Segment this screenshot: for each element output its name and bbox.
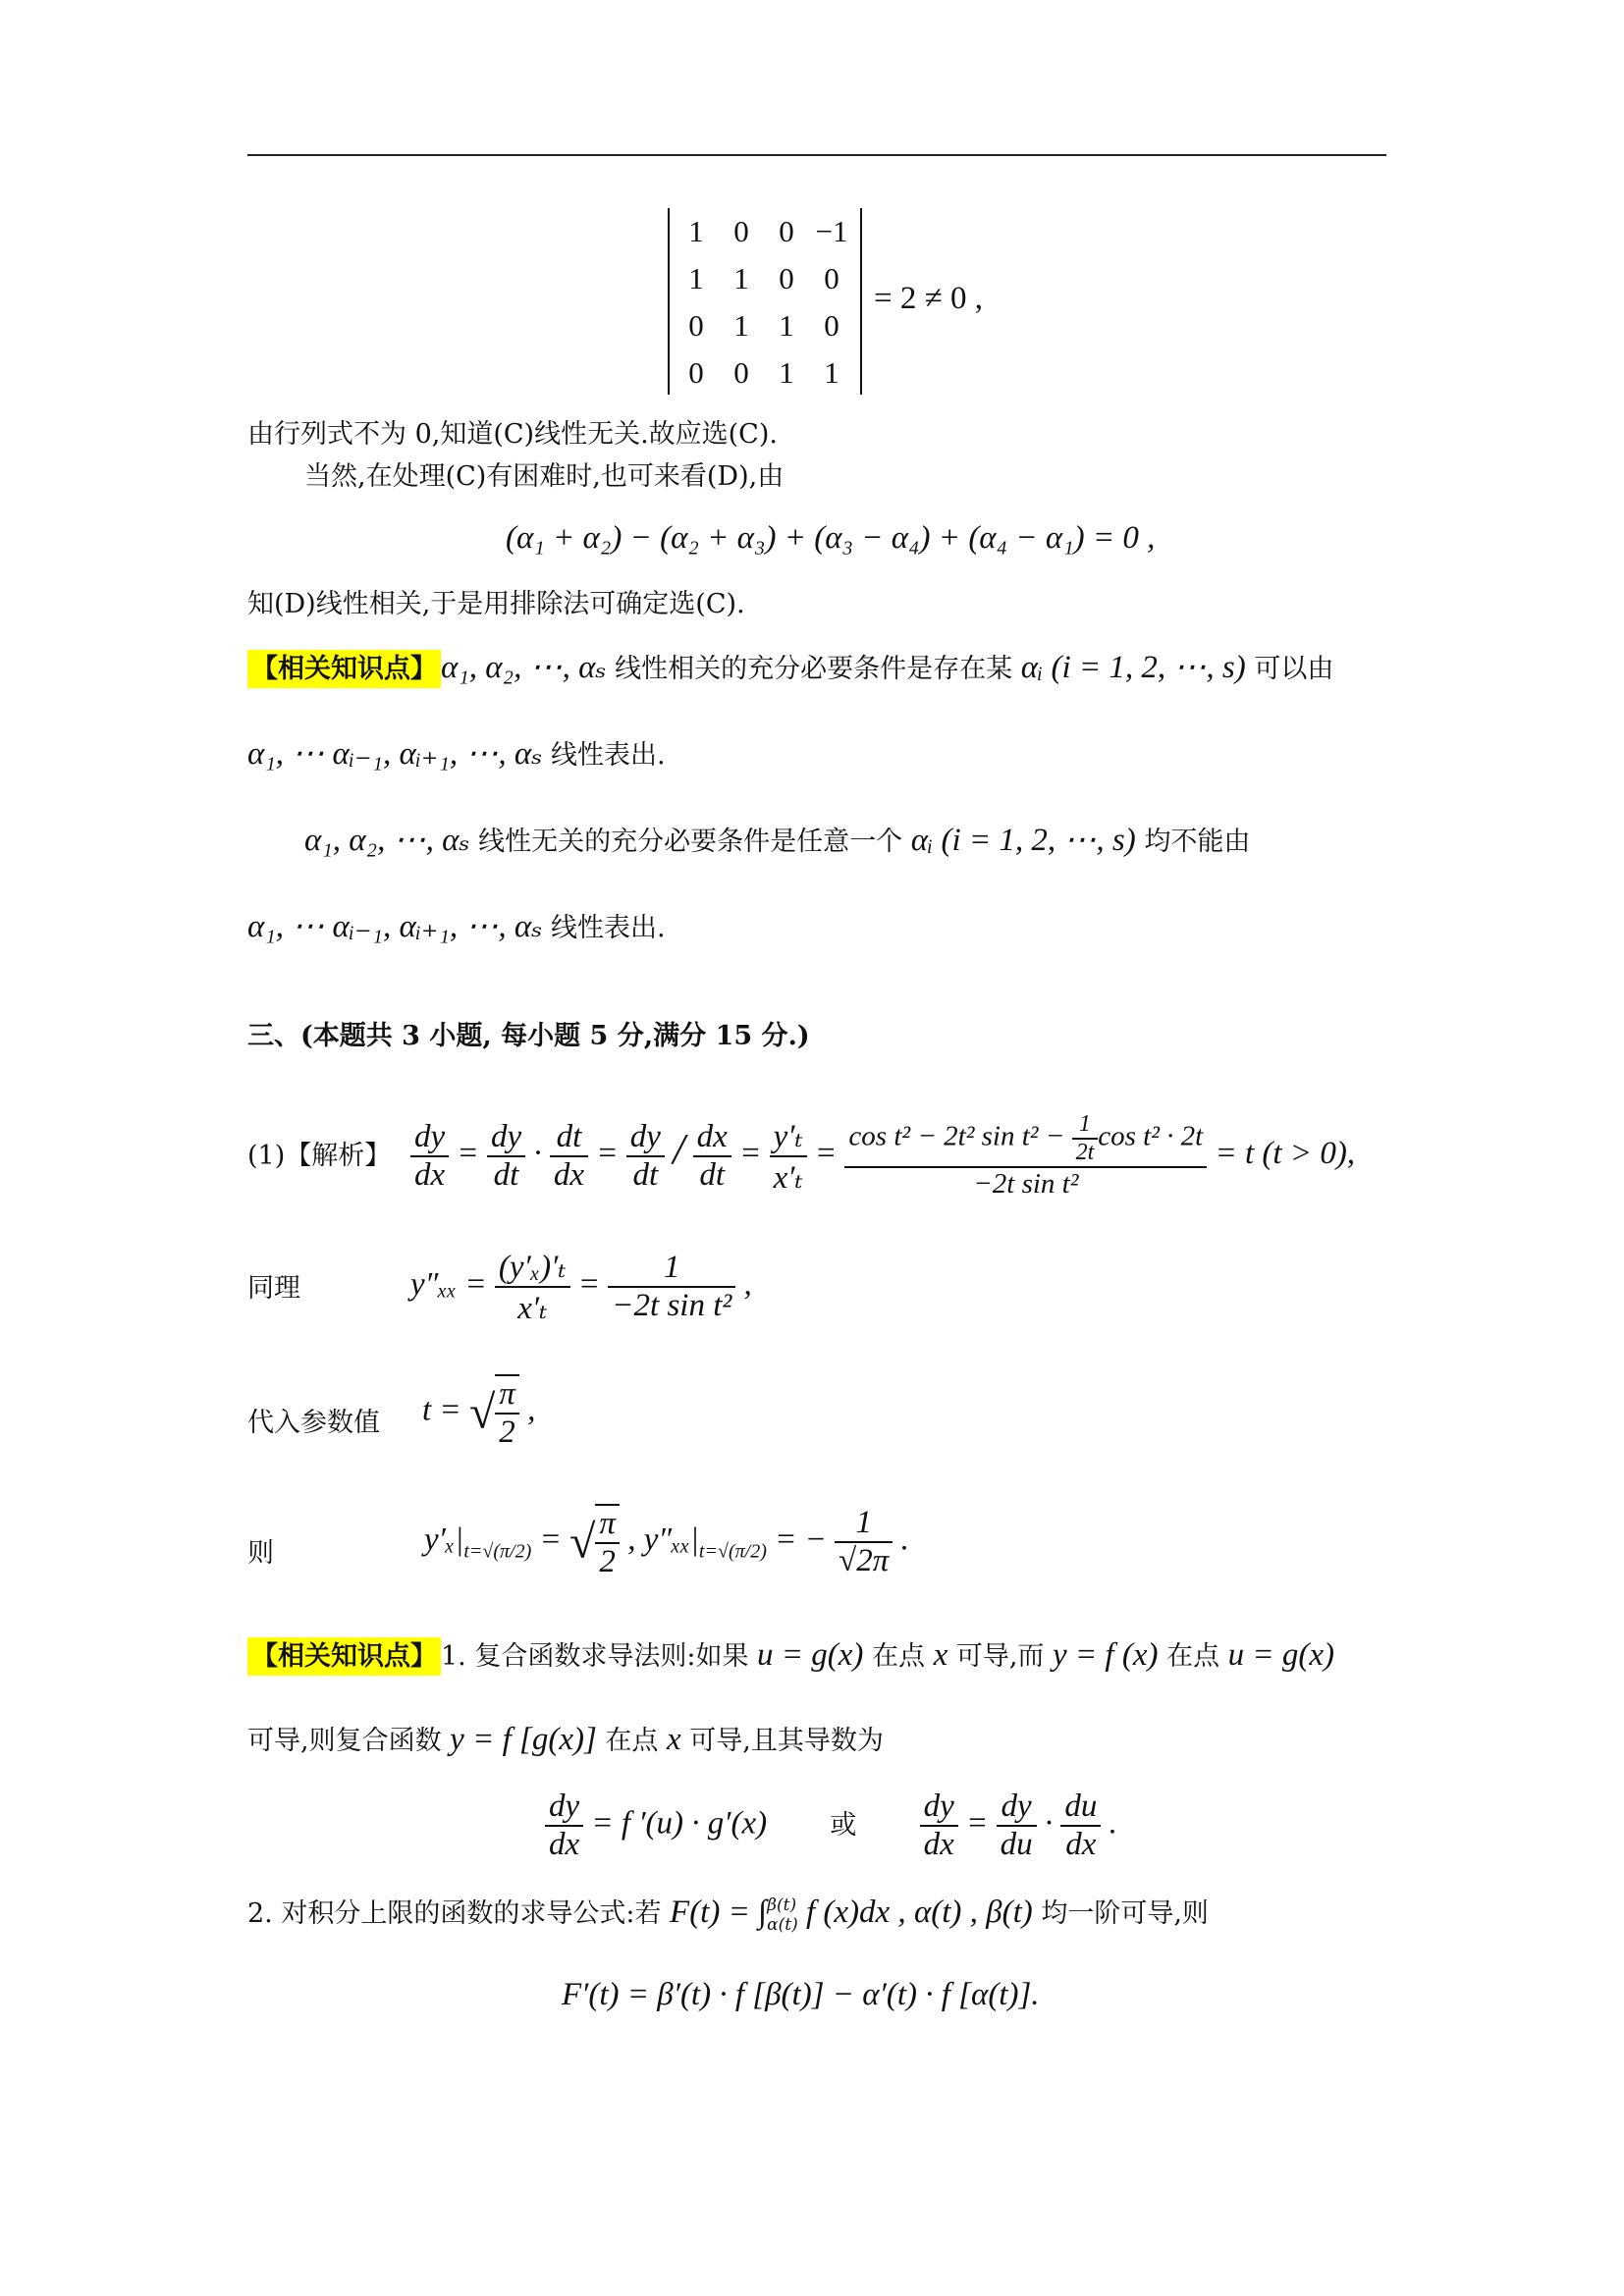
det-matrix: [674, 208, 854, 397]
frac-dxdt: $\frac{dx}{dt}$: [693, 1119, 731, 1194]
tongli-equation: y″ₓₓ = $\frac{\text{(y′ₓ)′ₜ}}{\text{x′ₜ}}$ = $\frac{1}{\text{−2t sin t²}}$ ,: [410, 1250, 752, 1326]
kp-text: 可以由: [1245, 654, 1334, 684]
det-cell: −1: [815, 214, 848, 248]
para-alternative: 当然,在处理(C)有困难时,也可来看(D),由: [304, 461, 785, 492]
determinant: [668, 208, 983, 397]
det-cell: 0: [688, 355, 704, 390]
ze-label: 则: [247, 1538, 274, 1569]
math-vector-set-excl: α₁, ⋯ αᵢ₋₁, αᵢ₊₁, ⋯, αₛ: [247, 909, 543, 944]
kp-text: 线性表出.: [542, 740, 666, 771]
det-cell: 1: [824, 355, 839, 390]
det-cell: 0: [779, 214, 794, 248]
kp-text: 线性表出.: [542, 913, 666, 943]
det-result: = 2 ≠ 0 ,: [874, 281, 983, 316]
kp-text: 线性相关的充分必要条件是存在某: [606, 654, 1021, 684]
header-rule: [247, 154, 1386, 156]
frac-dydx: $\frac{dy}{dx}$: [410, 1119, 449, 1194]
section-3-heading: 三、(本题共 3 小题, 每小题 5 分,满分 15 分.): [247, 1021, 810, 1051]
para-det-conclusion: 由行列式不为 0,知道(C)线性无关.故应选(C).: [247, 419, 778, 450]
math-vector-set: α₁, α₂, ⋯, αₛ: [441, 650, 607, 685]
det-cell: 0: [824, 261, 839, 295]
knowledge-point-2: [304, 823, 1250, 860]
det-cell: 1: [779, 355, 794, 390]
math-alpha-i: αᵢ (i = 1, 2, ⋯, s): [910, 823, 1136, 858]
math-vector-set: α₁, α₂, ⋯, αₛ: [304, 823, 470, 858]
kp-text: 线性无关的充分必要条件是任意一个: [469, 827, 911, 857]
math-vector-set-excl: α₁, ⋯ αᵢ₋₁, αᵢ₊₁, ⋯, αₛ: [247, 736, 543, 772]
chain-rule-equation: $\frac{dy}{dx}$ = f ′(u) · g′(x) 或 $\frac{dy}{dx}$ = $\frac{dy}{du}$ · $\frac{du}{dx}$ .: [545, 1789, 1117, 1863]
daiyu-equation: t = √ $\frac{\pi}{2}$ ,: [422, 1376, 536, 1450]
frac-dydt: $\frac{dy}{dt}$: [487, 1119, 525, 1194]
daiyu-label: 代入参数值: [247, 1408, 380, 1438]
knowledge-point-label: 【相关知识点】: [247, 1637, 441, 1676]
knowledge-point-4: 2. 对积分上限的函数的求导公式:若 F(t) = ∫ β(t) α(t) f (x)dx , α(t) , β(t) 均一阶可导,则: [247, 1895, 1209, 1935]
det-cell: 1: [688, 214, 704, 248]
knowledge-point-2-cont: [247, 909, 666, 946]
solution-1-result: = t (t > 0),: [1215, 1136, 1356, 1172]
det-cell: 1: [733, 261, 749, 295]
kp-text: 均不能由: [1135, 827, 1251, 857]
det-cell: 0: [688, 308, 704, 343]
solution-1-equation: $\frac{dy}{dx}$ = $\frac{dy}{dt}$ · $\frac{dt}{dx}$ = $\frac{dy}{dt}$ / $\frac{dx}{dt}$ = $\frac{\text{y′ₜ}}{\text{x′ₜ}}$ = cos t² − 2t² sin t² − $\frac{1}{2t}$ cos t² · 2t −2t sin t² = t (t > 0),: [410, 1111, 1355, 1201]
leibniz-equation: F′(t) = β′(t) · f [β(t)] − α′(t) · f [α(t)].: [562, 1977, 1040, 2012]
ze-equation: $y'_x|_{t=√(\pi/2)}$ = √ $\frac{\pi}{2}$ , $y''_{xx}|_{t=√(\pi/2)}$ = − $\frac{1}{√2\pi}$ .: [424, 1505, 909, 1579]
det-cell: 1: [688, 261, 704, 295]
frac-yt-xt: $\frac{\text{y′ₜ}}{\text{x′ₜ}}$: [770, 1116, 807, 1197]
det-cell: 0: [733, 355, 749, 390]
knowledge-point-1-cont: [247, 736, 666, 774]
frac-dtdx: $\frac{dt}{dx}$: [550, 1119, 588, 1194]
det-cell: 0: [779, 261, 794, 295]
equation-d-dependence: (α₁ + α₂) − (α₂ + α₃) + (α₃ − α₄) + (α₄ − α₁) = 0 ,: [506, 520, 1156, 556]
knowledge-point-label: 【相关知识点】: [247, 650, 441, 688]
det-cell: 1: [733, 308, 749, 343]
det-left-bar: [668, 208, 670, 395]
knowledge-point-3: 【相关知识点】 1. 复合函数求导法则:如果 u = g(x) 在点 x 可导,而 y = f (x) 在点 u = g(x): [247, 1637, 1334, 1675]
det-cell: 1: [779, 308, 794, 343]
tongli-label: 同理: [247, 1273, 300, 1304]
det-cell: 0: [824, 308, 839, 343]
solution-1-label: (1)【解析】: [247, 1141, 392, 1171]
math-alpha-i: αᵢ (i = 1, 2, ⋯, s): [1020, 650, 1246, 685]
para-exclusion: 知(D)线性相关,于是用排除法可确定选(C).: [247, 589, 745, 619]
knowledge-point-1: [247, 650, 1333, 687]
det-right-bar: [860, 208, 862, 395]
sqrt-pi-over-2: √ $\frac{\pi}{2}$: [469, 1374, 519, 1451]
frac-dydt-2: $\frac{dy}{dt}$: [626, 1119, 665, 1194]
frac-big: cos t² − 2t² sin t² − $\frac{1}{2t}$ cos t² · 2t −2t sin t²: [844, 1111, 1207, 1201]
knowledge-point-3-cont: 可导,则复合函数 y = f [g(x)] 在点 x 可导,且其导数为: [247, 1722, 884, 1757]
det-cell: 0: [733, 214, 749, 248]
